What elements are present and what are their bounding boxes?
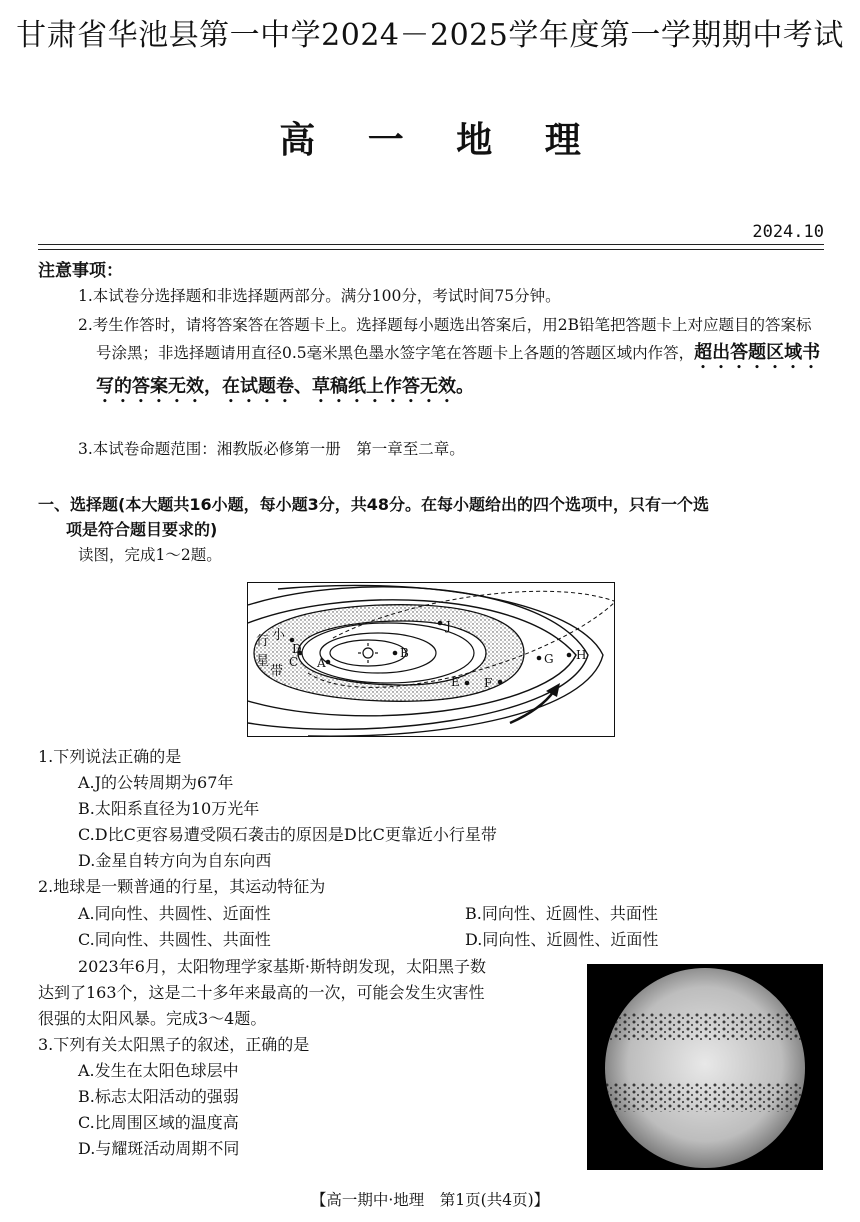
question-3-option-a: A.发生在太阳色球层中 <box>78 1061 239 1080</box>
passage-line-1: 2023年6月，太阳物理学家基斯·斯特朗发现，太阳黑子数 <box>78 957 486 976</box>
belt-label-2: 小 <box>272 628 286 643</box>
question-1-option-a: A.J的公转周期为67年 <box>78 773 234 792</box>
question-1-option-b: B.太阳系直径为10万光年 <box>78 799 260 818</box>
question-2-stem: 2.地球是一颗普通的行星，其运动特征为 <box>38 877 326 896</box>
solar-system-diagram <box>248 583 614 736</box>
section-1-line1: 一、选择题(本大题共16小题，每小题3分，共48分。在每小题给出的四个选项中，只有一个选 <box>38 495 709 514</box>
label-C: C <box>289 655 299 669</box>
notice-item-3: 3.本试卷命题范围：湘教版必修第一册 第一章至二章。 <box>78 440 465 458</box>
question-3-option-c: C.比周围区域的温度高 <box>78 1113 239 1132</box>
sun-image <box>587 964 823 1170</box>
sunspot-photo <box>587 964 823 1170</box>
section-1-heading <box>38 492 828 542</box>
label-H: H <box>576 648 587 662</box>
belt-label-3: 星 <box>256 654 270 669</box>
passage-line-2: 达到了163个，这是二十多年来最高的一次，可能会发生灾害性 <box>38 983 485 1002</box>
belt-label-4: 带 <box>270 664 284 679</box>
label-D: D <box>292 642 302 656</box>
exam-date: 2024.10 <box>752 222 824 242</box>
exam-school-title: 甘肃省华池县第一中学2024－2025学年度第一学期期中考试 <box>16 18 844 53</box>
rotation-arrow-icon <box>510 691 554 723</box>
notice-item-2 <box>78 312 826 407</box>
question-2-option-c: C.同向性、共圆性、共面性 <box>78 930 271 949</box>
question-3-stem: 3.下列有关太阳黑子的叙述，正确的是 <box>38 1035 310 1054</box>
question-1-stem: 1.下列说法正确的是 <box>38 747 182 766</box>
subject-title: 高 一 地 理 <box>279 120 601 161</box>
notice-title: 注意事项： <box>38 261 123 281</box>
read-figure-instruction: 读图，完成1～2题。 <box>78 546 222 564</box>
passage-line-3: 很强的太阳风暴。完成3～4题。 <box>38 1009 267 1028</box>
question-3-option-d: D.与耀斑活动周期不同 <box>78 1139 240 1158</box>
label-E: E <box>451 675 460 689</box>
question-2-option-a: A.同向性、共圆性、近面性 <box>78 904 271 923</box>
notice-item-2-text: 2.考生作答时，请将答案答在答题卡上。选择题每小题选出答案后，用2B铅笔把答题卡上对应题目的答案标号涂黑；非选择题请用直径0.5毫米黑色墨水签字笔在答题卡上各题的答题区域内作答， <box>78 316 812 362</box>
header-rule-bottom <box>38 249 824 250</box>
question-1-option-d: D.金星自转方向为自东向西 <box>78 851 272 870</box>
solar-system-figure <box>247 582 615 737</box>
label-F: F <box>484 676 493 690</box>
section-1-line2: 项是符合题目要求的) <box>66 520 218 539</box>
question-2-option-d: D.同向性、近圆性、近面性 <box>465 930 659 949</box>
question-1-option-c: C.D比C更容易遭受陨石袭击的原因是D比C更靠近小行星带 <box>78 825 497 844</box>
label-G: G <box>544 652 554 666</box>
notice-item-1: 1.本试卷分选择题和非选择题两部分。满分100分，考试时间75分钟。 <box>78 287 561 305</box>
page-footer: 【高一期中·地理 第1页(共4页)】 <box>310 1191 550 1209</box>
question-2-option-b: B.同向性、近圆性、共面性 <box>465 904 658 923</box>
label-A: A <box>317 656 326 670</box>
notice-item-2-emphasis: 超出答题区域书写的答案无效，在试题卷、草稿纸上作答无效。 <box>96 342 821 397</box>
header-rule-top <box>38 244 824 245</box>
label-B: B <box>400 646 409 660</box>
label-J: J <box>446 619 451 633</box>
question-3-option-b: B.标志太阳活动的强弱 <box>78 1087 239 1106</box>
belt-label-1: 行 <box>256 634 270 649</box>
